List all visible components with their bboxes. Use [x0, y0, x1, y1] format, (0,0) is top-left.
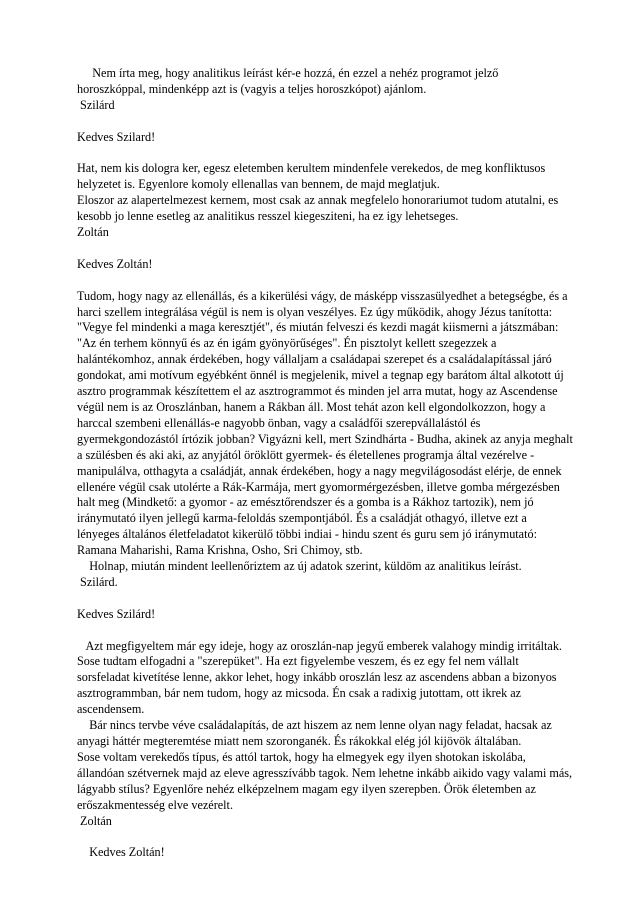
text-line: iránymutató ilyen jellegű karma-feloldás szempontjából. És a családját othagyó, illetve ezt a — [77, 511, 527, 526]
text-line: kesobb jo lenne esetleg az analitikus resszel kiegesziteni, ha ez igy lehetseges. — [77, 209, 459, 224]
text-line: Bár nincs tervbe véve családalapítás, de azt hiszem az nem lenne olyan nagy feladat, hacsak az — [77, 718, 552, 733]
text-line: "Vegye fel mindenki a maga keresztjét", és miután felveszi és kezdi magát kiismerni a játszmában: — [77, 320, 559, 335]
text-line: halántékomhoz, annak érdekében, hogy vállaljam a családapai szerepet és a családalapítással járó — [77, 352, 552, 367]
text-line: Szilárd — [77, 97, 115, 112]
text-line: horoszkóppal, mindenképp azt is (vagyis a teljes horoszkópot) ajánlom. — [77, 81, 427, 96]
text-line: végül nem is az Oroszlánban, hanem a Rákban áll. Most tehát azon kell elgondolkozzon, hogy a — [77, 399, 546, 414]
blank-line — [77, 829, 607, 845]
text-line: halt meg (Mindkető: a gyomor - az emésztőrendszer és a gomba is a Rákhoz tartozik), nem jó — [77, 495, 534, 510]
text-line: a szülésben és aki aki, az anyjától öröklött gyermek- és életellenes programja által vezérelve - — [77, 447, 535, 462]
text-line: erőszakmentesség elve vezérelt. — [77, 797, 233, 812]
blank-line — [77, 146, 607, 162]
text-line: lágyabb stílus? Egyenlőre nehéz elképzelnem magam egy ilyen szerepben. Örök életemben az — [77, 781, 536, 796]
text-line: állandóan szétvernek majd az eleve agresszívább tagok. Nem lehetne inkább aikido vagy valami más, — [77, 765, 573, 780]
text-line: Szilárd. — [77, 574, 118, 589]
text-line: sorsfeladat kivetítése lenne, akkor lehet, hogy inkább oroszlán lesz az ascendens abban a bizonyos — [77, 670, 557, 685]
text-line: harci szellem integrálása végül is nem is olyan veszélyes. Ez úgy működik, ahogy Jézus tanította: — [77, 304, 553, 319]
text-line: Eloszor az alapertelmezest kernem, most csak az annak megfelelo honorariumot tudom atutalni, es — [77, 193, 559, 208]
text-line: asztro programmak készítettem el az asztrogrammot és minden jel arra mutat, hogy az Ascendense — [77, 384, 558, 399]
blank-line — [77, 623, 607, 639]
text-line: manipulálva, otthagyta a családját, annak érdekében, hogy a nagy megvilágosodást elérje, de ennek — [77, 463, 562, 478]
text-line: lényeges általános életfeladatot kikerülő többi indiai - hindu szent és guru sem jó iránymutató: — [77, 527, 537, 542]
text-line: Nem írta meg, hogy analitikus leírást kér-e hozzá, én ezzel a nehéz programot jelző — [77, 66, 499, 80]
text-line: Sose voltam verekedős típus, és attól tartok, hogy ha elmegyek egy ilyen shotokan iskolába, — [77, 749, 526, 764]
text-line: Tudom, hogy nagy az ellenállás, és a kikerülési vágy, de másképp visszasülyedhet a betegségbe, és a — [77, 288, 568, 303]
text-line: Kedves Zoltán! — [77, 845, 165, 860]
blank-line — [77, 114, 607, 130]
text-line: "Az én terhem könnyű és az én igám gyönyörűséges". Én pisztolyt kellett szegezzek a — [77, 336, 497, 351]
blank-line — [77, 591, 607, 607]
blank-line — [77, 273, 607, 289]
text-line: Kedves Szilard! — [77, 129, 156, 144]
text-line: gondokat, ami motívum egyébként önnél is megjelenik, mivel a tegnap egy barátom által alkotott új — [77, 368, 564, 383]
text-line: helyzetet is. Egyenlore komoly ellenallas van bennem, de majd meglatjuk. — [77, 177, 440, 192]
text-line: Hat, nem kis dologra ker, egesz eletemben kerultem mindenfele verekedos, de meg konfliktusos — [77, 161, 546, 176]
text-line: asztrogrammban, bár nem tudom, hogy az micsoda. Én csak a radixig jutottam, ott ikrek az — [77, 686, 522, 701]
text-line: Zoltán — [77, 813, 112, 828]
text-line: ellenére végül csak utolérte a Rák-Karmája, mert gyomormérgezésben, illetve gomba mérgezésben — [77, 479, 560, 494]
text-line: anyagi háttér megteremtése miatt nem szoronganék. És rákokkal elég jól kijövök általában. — [77, 733, 522, 748]
blank-line — [77, 241, 607, 257]
text-line: ascendensem. — [77, 702, 145, 717]
text-line: gyermekgondozástól írtózik jobban? Vigyázni kell, mert Szindhárta - Budha, akinek az anyja meghalt — [77, 431, 573, 446]
text-line: Kedves Zoltán! — [77, 256, 153, 271]
text-line: Kedves Szilárd! — [77, 606, 156, 621]
text-line: Holnap, miután mindent leellenőriztem az új adatok szerint, küldöm az analitikus leírást. — [77, 559, 522, 574]
text-line: Sose tudtam elfogadni a "szerepüket". Ha ezt figyelembe veszem, és ez egy fel nem vállalt — [77, 654, 519, 669]
letter-page — [77, 66, 607, 861]
text-line: harccal szembeni ellenállás-e nagyobb önban, vagy a családfői szerepvállalástól és — [77, 415, 481, 430]
text-line: Azt megfigyeltem már egy ideje, hogy az oroszlán-nap jegyű emberek valahogy mindig irritáltak. — [77, 638, 562, 653]
text-line: Ramana Maharishi, Rama Krishna, Osho, Sri Chimoy, stb. — [77, 543, 363, 558]
text-line: Zoltán — [77, 225, 109, 240]
